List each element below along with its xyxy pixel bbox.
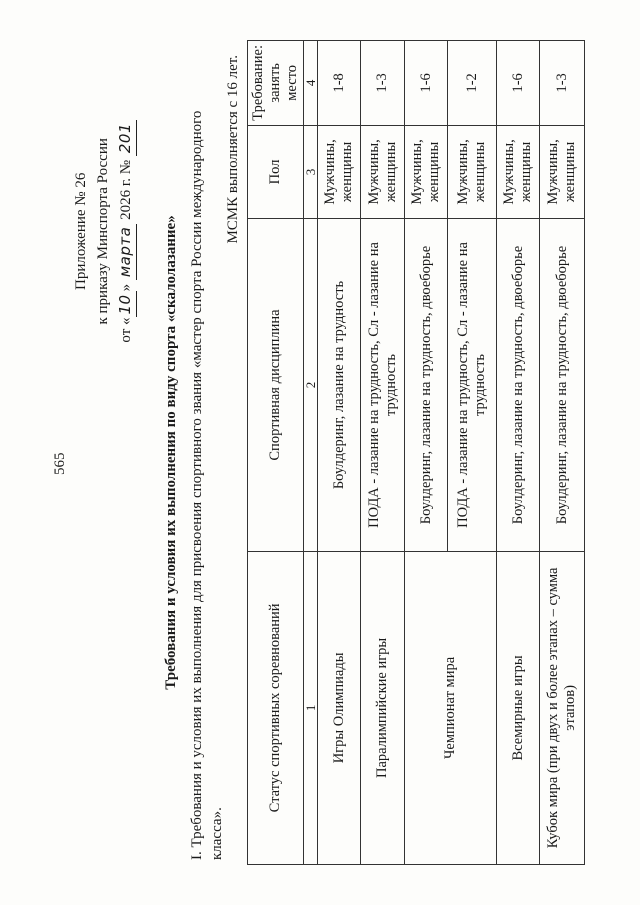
order-number: 201 — [114, 120, 137, 156]
table-row — [361, 41, 405, 865]
date-year: 2026 г. № — [118, 159, 134, 220]
status-cell: Кубок мира (при двух и более этапах – сумма этапов) — [540, 551, 585, 864]
date-day: 10 — [114, 291, 137, 317]
page-number: 565 — [52, 452, 68, 475]
gender-cell: Мужчины, женщины — [540, 125, 585, 218]
gender-cell: Мужчины, женщины — [497, 125, 540, 218]
place-cell: 1-8 — [318, 41, 361, 126]
table-note: МСМК выполняется с 16 лет. — [225, 55, 241, 244]
table-row — [540, 41, 585, 865]
column-number: 4 — [304, 41, 318, 126]
status-cell: Всемирные игры — [497, 551, 540, 864]
status-cell: Чемпионат мира — [405, 551, 497, 864]
discipline-cell: Боулдеринг, лазание на трудность, двоеборье — [405, 219, 448, 552]
place-cell: 1-2 — [448, 41, 497, 126]
gender-cell: Мужчины, женщины — [448, 125, 497, 218]
order-reference: к приказу Минспорта России — [95, 138, 111, 325]
table-row — [318, 41, 361, 865]
discipline-cell: Боулдеринг, лазание на трудность, двоеборье — [540, 219, 585, 552]
date-prefix: от « — [118, 317, 134, 343]
appendix-label: Приложение № 26 — [73, 172, 89, 290]
status-cell: Игры Олимпиады — [318, 551, 361, 864]
date-month: марта — [114, 224, 137, 280]
section-intro: I. Требования и условия их выполнения для присвоения спортивного звания «мастер спорта России международного класса». — [189, 110, 225, 860]
header-place: Требование: занять место — [248, 41, 304, 126]
document-title: Требования и условия их выполнения по виду спорта «скалолазание» — [163, 215, 179, 690]
date-mid: » — [118, 283, 134, 292]
order-date-line — [114, 120, 137, 343]
gender-cell: Мужчины, женщины — [318, 125, 361, 218]
header-gender: Пол — [248, 125, 304, 218]
discipline-cell: Боулдеринг, лазание на трудность — [318, 219, 361, 552]
requirements-table — [247, 40, 585, 865]
place-cell: 1-6 — [497, 41, 540, 126]
discipline-cell: ПОДА - лазание на трудность, Сл - лазание на трудность — [448, 219, 497, 552]
table-header-row — [248, 41, 304, 865]
gender-cell: Мужчины, женщины — [361, 125, 405, 218]
status-cell: Паралимпийские игры — [361, 551, 405, 864]
column-number: 2 — [304, 219, 318, 552]
header-discipline: Спортивная дисциплина — [248, 219, 304, 552]
table-row — [497, 41, 540, 865]
place-cell: 1-3 — [540, 41, 585, 126]
gender-cell: Мужчины, женщины — [405, 125, 448, 218]
appendix-header — [70, 120, 137, 343]
column-number-row — [304, 41, 318, 865]
place-cell: 1-3 — [361, 41, 405, 126]
column-number: 3 — [304, 125, 318, 218]
discipline-cell: ПОДА - лазание на трудность, Сл - лазание на трудность — [361, 219, 405, 552]
discipline-cell: Боулдеринг, лазание на трудность, двоеборье — [497, 219, 540, 552]
header-status: Статус спортивных соревнований — [248, 551, 304, 864]
column-number: 1 — [304, 551, 318, 864]
table-row — [405, 41, 448, 865]
place-cell: 1-6 — [405, 41, 448, 126]
